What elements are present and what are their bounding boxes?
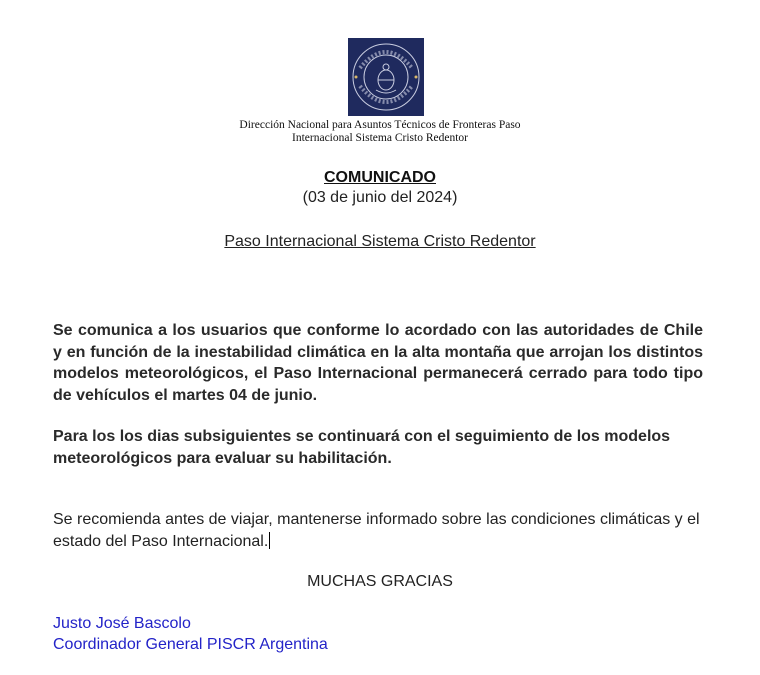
paragraph-followup: Para los los dias subsiguientes se continuará con el seguimiento de los modelos meteorológicos para evaluar su habilitación. bbox=[53, 428, 671, 467]
paragraph-recommendation[interactable] bbox=[53, 509, 703, 552]
signature-position: Coordinador General PISCR Argentina bbox=[53, 636, 328, 653]
recommendation-text: Se recomienda antes de viajar, mantenerse informado sobre las condiciones climáticas y el estado del Paso Internacional. bbox=[53, 511, 700, 550]
organization-name bbox=[150, 119, 610, 145]
text-cursor bbox=[269, 532, 270, 549]
ministry-seal-icon bbox=[348, 38, 424, 116]
seal-emblem-icon bbox=[348, 38, 424, 116]
document-title: COMUNICADO bbox=[324, 169, 436, 186]
org-line-1: Dirección Nacional para Asuntos Técnicos de Fronteras Paso bbox=[239, 119, 521, 131]
closing-text: MUCHAS GRACIAS bbox=[307, 573, 453, 590]
org-line-2: Internacional Sistema Cristo Redentor bbox=[292, 132, 468, 144]
paragraph-closure-notice: Se comunica a los usuarios que conforme lo acordado con las autoridades de Chile y en función de la inestabilidad climática en la alta montaña que arrojan los distintos modelos meteorológicos, el Paso Internacional permanecerá cerrado para todo tipo de vehículos el martes 04 de junio. bbox=[53, 322, 703, 404]
signature-name: Justo José Bascolo bbox=[53, 615, 191, 632]
document-subtitle: Paso Internacional Sistema Cristo Redentor bbox=[224, 233, 536, 250]
document-date: (03 de junio del 2024) bbox=[302, 189, 458, 206]
